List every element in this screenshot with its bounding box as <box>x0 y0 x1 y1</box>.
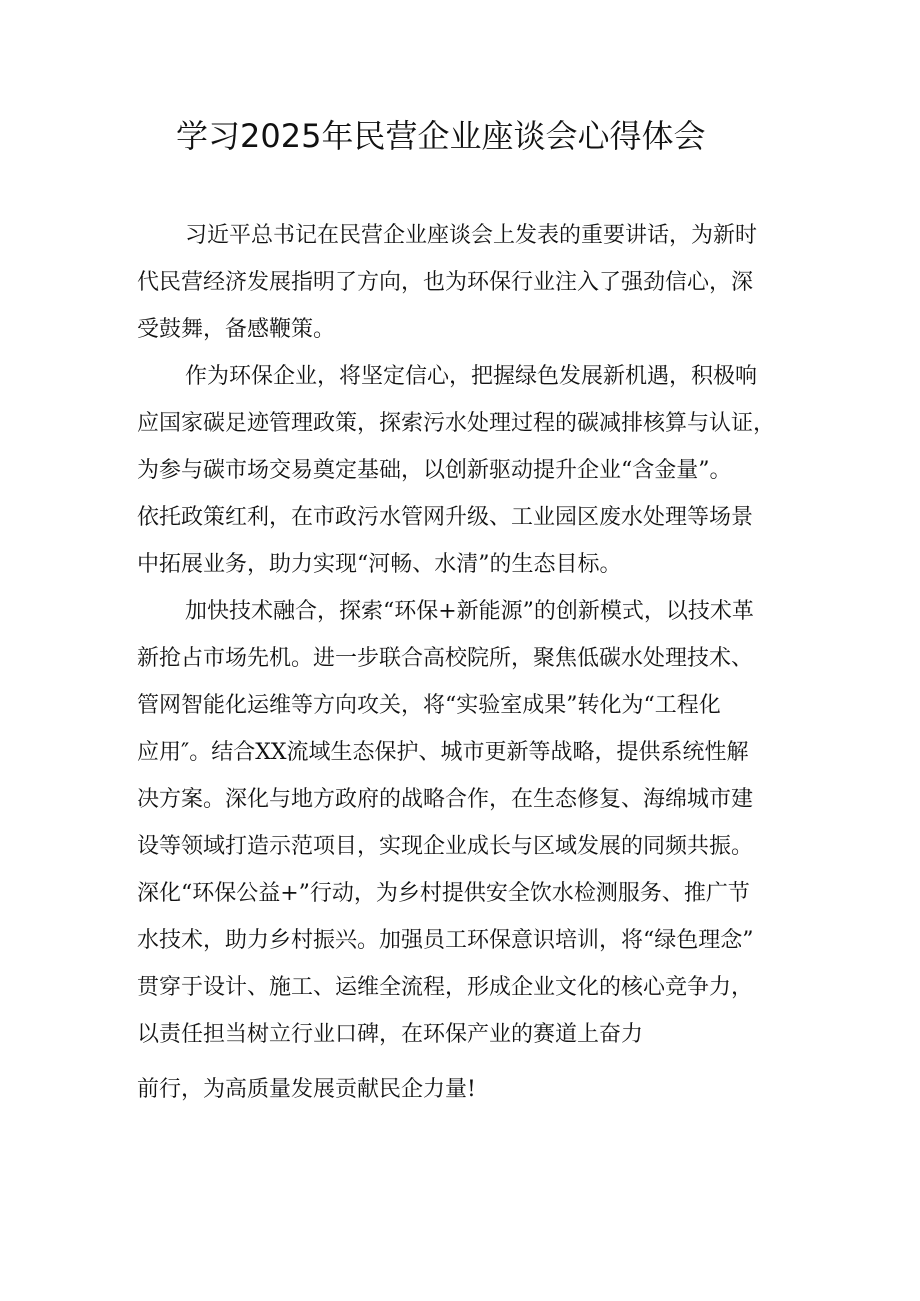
paragraph-line: 代民营经济发展指明了方向，也为环保行业注入了强劲信心，深 <box>137 270 754 295</box>
paragraph-line: 以责任担当树立行业口碑，在环保产业的赛道上奋力 <box>137 1022 644 1047</box>
document-title: 学习2025年民营企业座谈会心得体会 <box>176 117 706 155</box>
document-body <box>137 212 797 1113</box>
paragraph-line: 为参与碳市场交易奠定基础，以创新驱动提升企业“含金量”。 <box>137 458 732 483</box>
paragraph-line: 决方案。深化与地方政府的战略合作，在生态修复、海绵城市建 <box>137 787 754 812</box>
paragraph-line: 深化“环保公益+”行动，为乡村提供安全饮水检测服务、推广节 <box>137 881 750 906</box>
paragraph-line: 水技术，助力乡村振兴。加强员工环保意识培训，将“绿色理念” <box>137 928 754 953</box>
paragraph-line: 习近平总书记在民营企业座谈会上发表的重要讲话，为新时 <box>185 223 758 248</box>
paragraph-1 <box>137 212 797 353</box>
paragraph-line: 新抢占市场先机。进一步联合高校院所，聚焦低碳水处理技术、 <box>137 646 754 671</box>
paragraph-line: 贯穿于设计、施工、运维全流程，形成企业文化的核心竞争力， <box>137 975 754 1000</box>
paragraph-2 <box>137 353 797 588</box>
paragraph-line: 应用″。结合XX流域生态保护、城市更新等战略，提供系统性解 <box>137 740 749 765</box>
paragraph-line: 中拓展业务，助力实现“河畅、水清”的生态目标。 <box>137 552 622 577</box>
paragraph-line: 受鼓舞，备感鞭策。 <box>137 317 336 342</box>
paragraph-gap <box>137 1058 797 1066</box>
paragraph-line: 加快技术融合，探索“环保+新能源”的创新模式，以技术革 <box>185 599 754 624</box>
paragraph-line: 依托政策红利，在市政污水管网升级、工业园区废水处理等场景 <box>137 505 754 530</box>
paragraph-line: 前行，为高质量发展贡献民企力量! <box>137 1077 476 1102</box>
paragraph-3 <box>137 588 797 1058</box>
paragraph-line: 应国家碳足迹管理政策，探索污水处理过程的碳减排核算与认证， <box>137 411 776 436</box>
paragraph-line: 作为环保企业，将坚定信心，把握绿色发展新机遇，积极响 <box>185 364 758 389</box>
paragraph-line: 管网智能化运维等方向攻关，将“实验室成果”转化为“工程化 <box>137 693 721 718</box>
paragraph-4 <box>137 1066 797 1113</box>
paragraph-line: 设等领域打造示范项目，实现企业成长与区域发展的同频共振。 <box>137 834 754 859</box>
